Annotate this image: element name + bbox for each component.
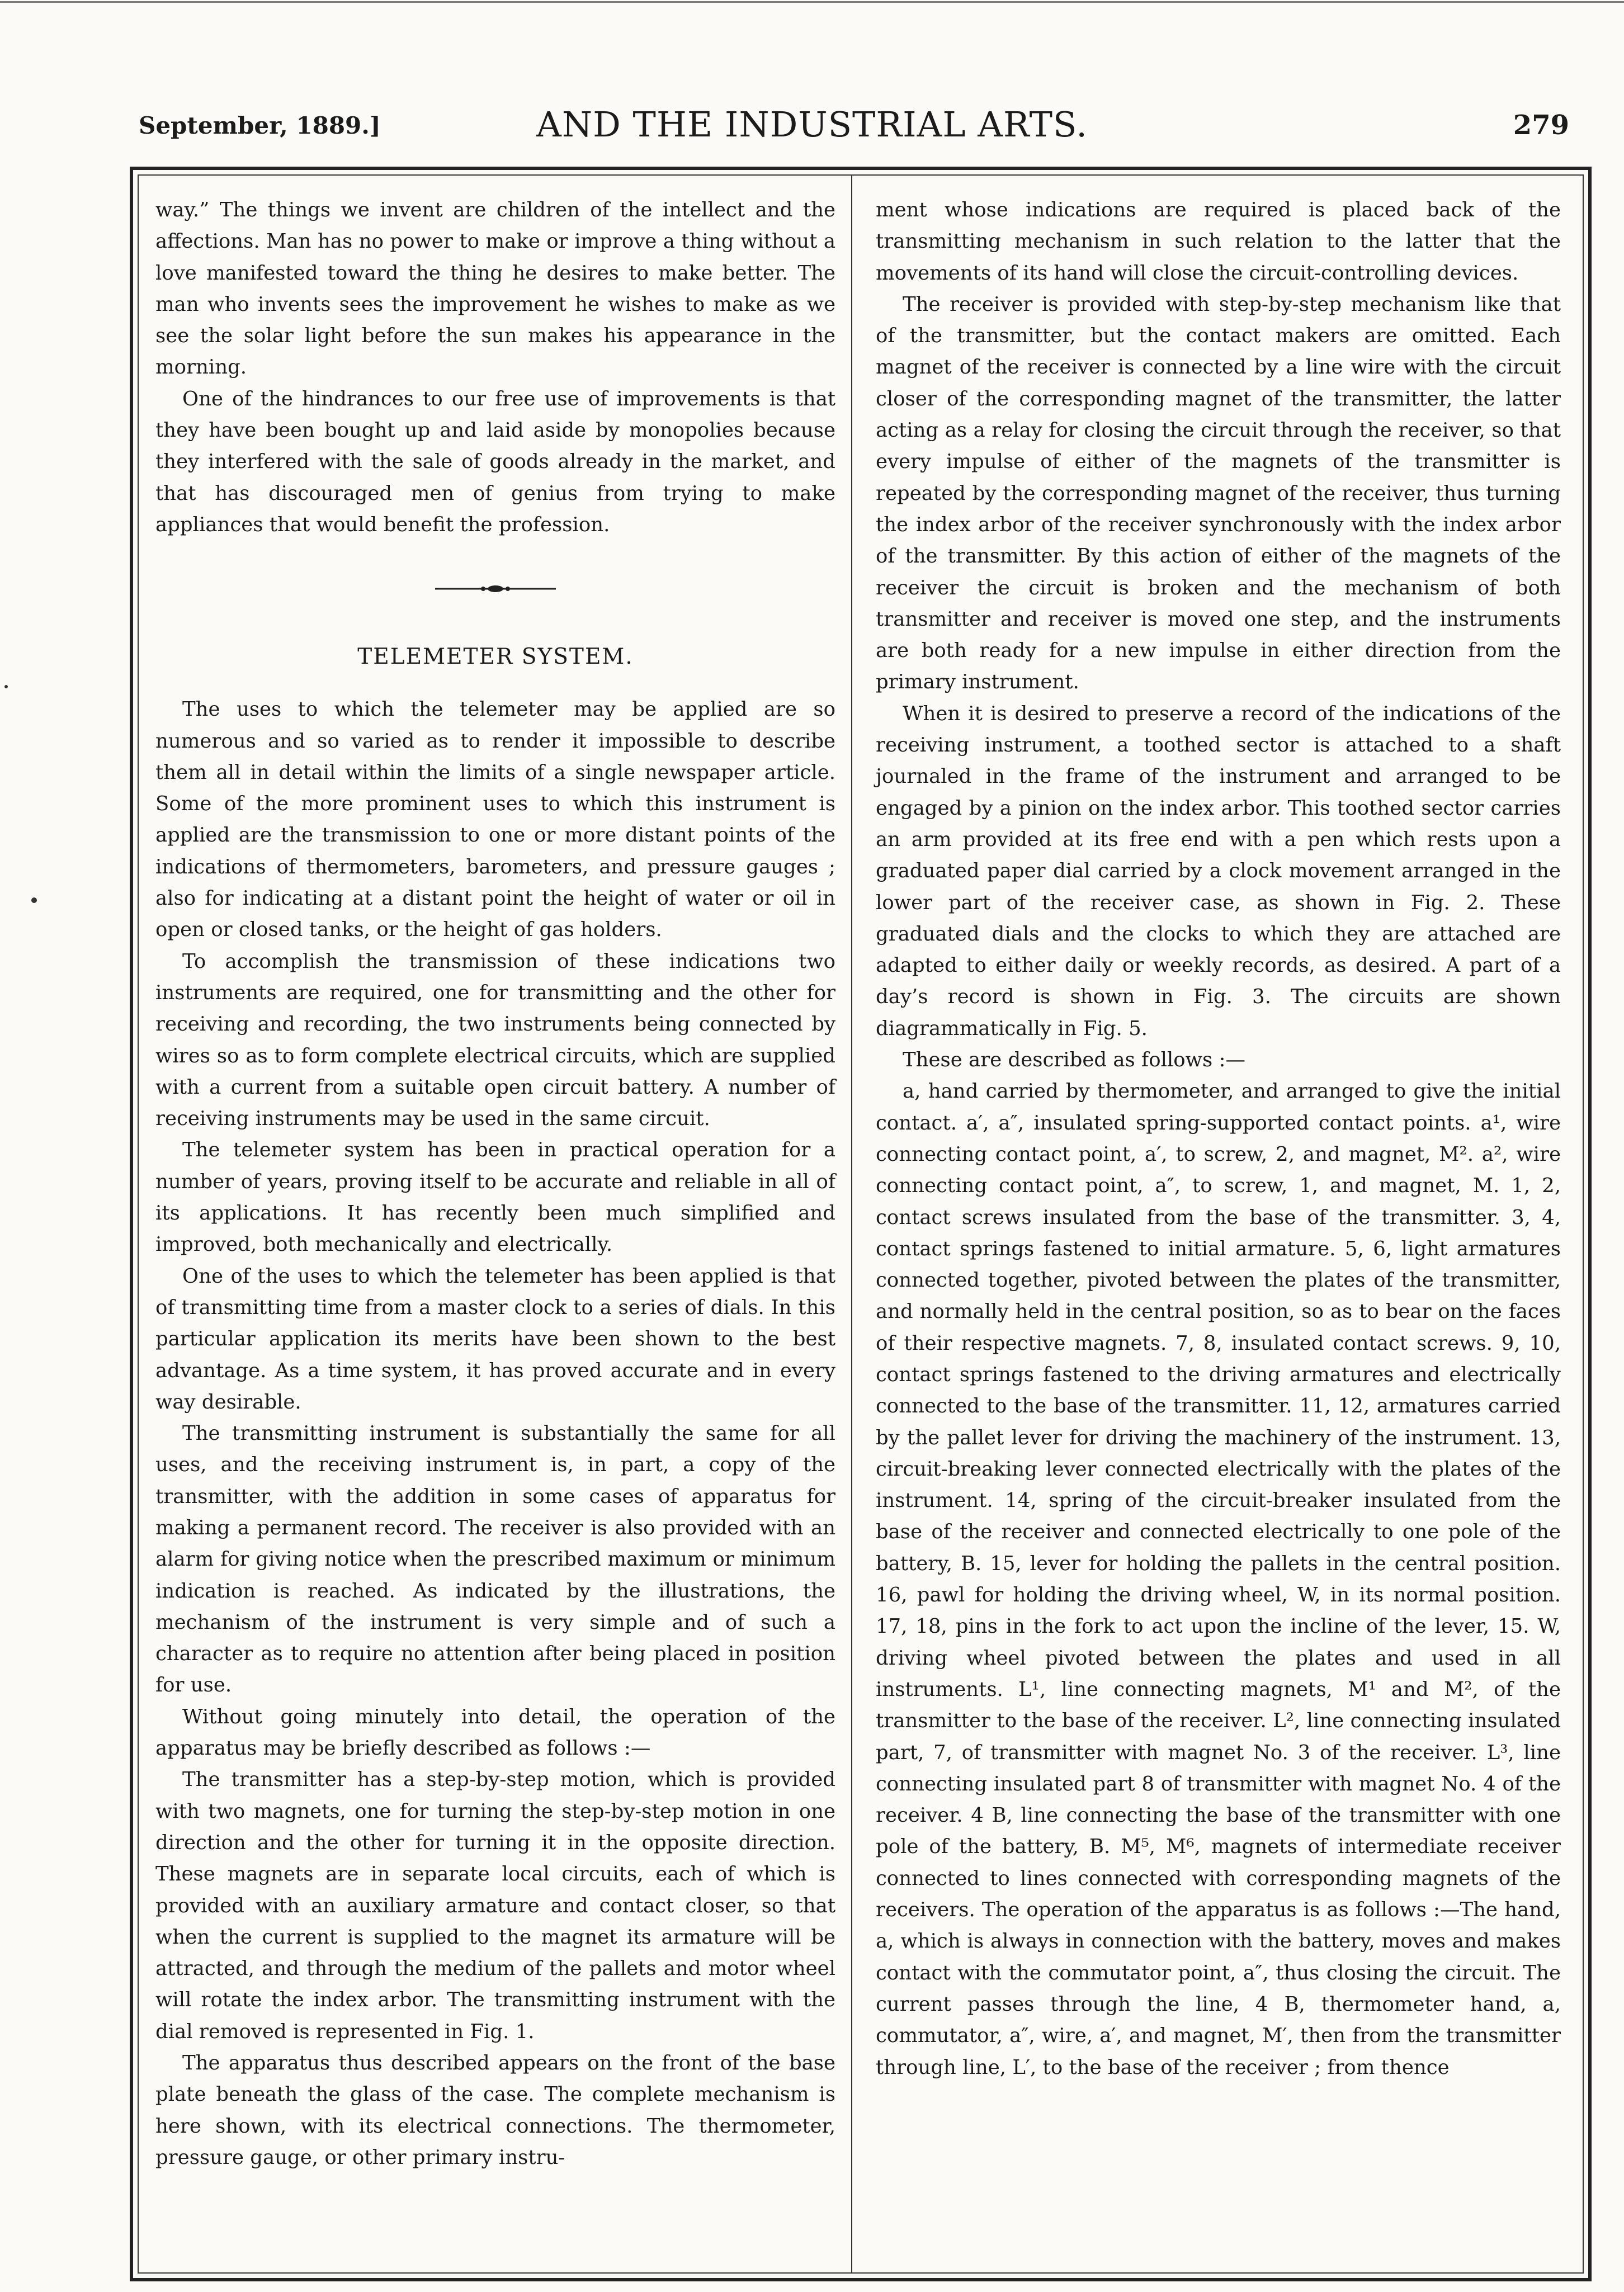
paragraph: When it is desired to preserve a record of the indications of the receiving instrument, a toothed sector is attached to a shaft journaled in the frame of the instrument and arranged to be engaged by a pinion on the index arbor. This toothed sector carries an arm provided at its free end with a pen which rests upon a graduated paper dial carried by a clock movement arranged in the lower part of the receiver case, as shown in Fig. 2. These graduated dials and the clocks to which they are attached are adapted to either daily or weekly records, as desired. A part of a day’s record is shown in Fig. 3. The circuits are shown diagrammatically in Fig. 5. [876, 702, 1561, 1040]
paragraph: The transmitting instrument is substantially the same for all uses, and the receiving instrument is, in part, a copy of the transmitter, with the addition in some cases of apparatus for making a permanent record. The receiver is also provided with an alarm for giving notice when the prescribed maximum or minimum indication is reached. As indicated by the illustrations, the mechanism of the instrument is very simple and of such a character as to require no attention after being placed in position for use. [155, 1422, 835, 1697]
section-ornament [155, 557, 835, 620]
margin-speck [31, 897, 37, 903]
paragraph: a, hand carried by thermometer, and arranged to give the initial contact. a′, a″, insulated spring-supported contact points. a¹, wire connecting contact point, a′, to screw, 2, and magnet, M². a², wire connecting contact point, a″, to screw, 1, and magnet, M. 1, 2, contact screws insulated from the base of the transmitter. 3, 4, contact springs fastened to initial armature. 5, 6, light armatures connected together, pivoted between the plates of the transmitter, and normally held in the central position, so as to bear on the faces of their respective magnets. 7, 8, insulated contact screws. 9, 10, contact springs fastened to the driving armatures and electrically connected to the base of the transmitter. 11, 12, armatures carried by the pallet lever for driving the machinery of the instrument. 13, circuit-breaking lever connected electrically with the plates of the instrument. 14, spring of the circuit-breaker insulated from the base of the receiver and connected electrically to one pole of the battery, B. 15, lever for holding the pallets in the central position. 16, pawl for holding the driving wheel, W, in its normal position. 17, 18, pins in the fork to act upon the incline of the lever, 15. W, driving wheel pivoted between the plates and used in all instruments. L¹, line connecting magnets, M¹ and M², of the transmitter to the base of the receiver. L², line connecting insulated part, 7, of transmitter with magnet No. 3 of the receiver. L³, line connecting insulated part 8 of transmitter with magnet No. 4 of the receiver. 4 B, line connecting the base of the transmitter with one pole of the battery, B. M⁵, M⁶, magnets of intermediate receiver connected to lines connected with corresponding magnets of the receivers. The operation of the apparatus is as follows :—The hand, a, which is always in connection with the battery, moves and makes contact with the commutator point, a″, thus closing the circuit. The current passes through the line, 4 B, thermometer hand, a, commutator, a″, wire, a′, and magnet, M′, then from the transmitter through line, L′, to the base of the receiver ; from thence [876, 1080, 1561, 2079]
left-column [155, 195, 835, 2173]
paragraph: Without going minutely into detail, the operation of the apparatus may be briefly described as follows :— [155, 1705, 835, 1760]
margin-speck [4, 685, 8, 688]
paragraph: One of the hindrances to our free use of improvements is that they have been bought up and laid aside by monopolies because they interfered with the sale of goods already in the market, and that has discouraged men of genius from trying to make appliances that would benefit the profession. [155, 387, 835, 536]
paragraph: The telemeter system has been in practical operation for a number of years, proving itself to be accurate and reliable in all of its applications. It has recently been much simplified and improved, both mechanically and electrically. [155, 1138, 835, 1256]
page-number: 279 [1513, 110, 1569, 141]
paragraph: The transmitter has a step-by-step motion, which is provided with two magnets, one for turning the step-by-step motion in one direction and the other for turning it in the opposite direction. These magnets are in separate local circuits, each of which is provided with an auxiliary armature and contact closer, so that when the current is supplied to the magnet its armature will be attracted, and through the medium of the pallets and motor wheel will rotate the index arbor. The transmitting instrument with the dial removed is represented in Fig. 1. [155, 1768, 835, 2043]
column-divider [851, 174, 852, 2274]
paragraph: One of the uses to which the telemeter has been applied is that of transmitting time from a master clock to a series of dials. In this particular application its merits have been shown to the best advantage. As a time system, it has proved accurate and in every way desirable. [155, 1264, 835, 1414]
running-head [0, 104, 1624, 149]
ornament-rule-icon [434, 582, 557, 596]
paragraph: The uses to which the telemeter may be applied are so numerous and so varied as to render it impossible to describe them all in detail within the limits of a single newspaper article. Some of the more prominent uses to which this instrument is applied are the transmission to one or more distant points of the indications of thermometers, barometers, and pressure gauges ; also for indicating at a distant point the height of water or oil in open or closed tanks, or the height of gas holders. [155, 698, 835, 942]
paragraph: ment whose indications are required is placed back of the transmitting mechanism in such relation to the latter that the movements of its hand will close the circuit-controlling devices. [876, 199, 1561, 285]
article-heading: TELEMETER SYSTEM. [357, 644, 634, 670]
paragraph: These are described as follows :— [903, 1048, 1245, 1072]
header-date: September, 1889.] [139, 112, 381, 139]
paragraph: To accomplish the transmission of these indications two instruments are required, one for transmitting and the other for receiving and recording, the two instruments being connected by wires so as to form complete electrical circuits, which are supplied with a current from a suitable open circuit battery. A number of receiving instruments may be used in the same circuit. [155, 949, 835, 1131]
paragraph: way.” The things we invent are children of the intellect and the affections. Man has no power to make or improve a thing without a love manifested toward the thing he desires to make better. The man who invents sees the improvement he wishes to make as we see the solar light before the sun makes his appearance in the morning. [155, 199, 835, 379]
right-column [876, 195, 1561, 2083]
paragraph: The receiver is provided with step-by-step mechanism like that of the transmitter, but the contact makers are omitted. Each magnet of the receiver is connected by a line wire with the circuit closer of the corresponding magnet of the transmitter, the latter acting as a relay for closing the circuit through the receiver, so that every impulse of either of the magnets of the transmitter is repeated by the corresponding magnet of the receiver, thus turning the index arbor of the receiver synchronously with the index arbor of the transmitter. By this action of either of the magnets of the receiver the circuit is broken and the mechanism of both transmitter and receiver is moved one step, and the instruments are both ready for a new impulse in either direction from the primary instrument. [876, 292, 1561, 694]
paragraph: The apparatus thus described appears on the front of the base plate beneath the glass of the case. The complete mechanism is here shown, with its electrical connections. The thermometer, pressure gauge, or other primary instru- [155, 2052, 835, 2169]
header-title: AND THE INDUSTRIAL ARTS. [536, 104, 1088, 145]
top-rule [0, 1, 1624, 3]
